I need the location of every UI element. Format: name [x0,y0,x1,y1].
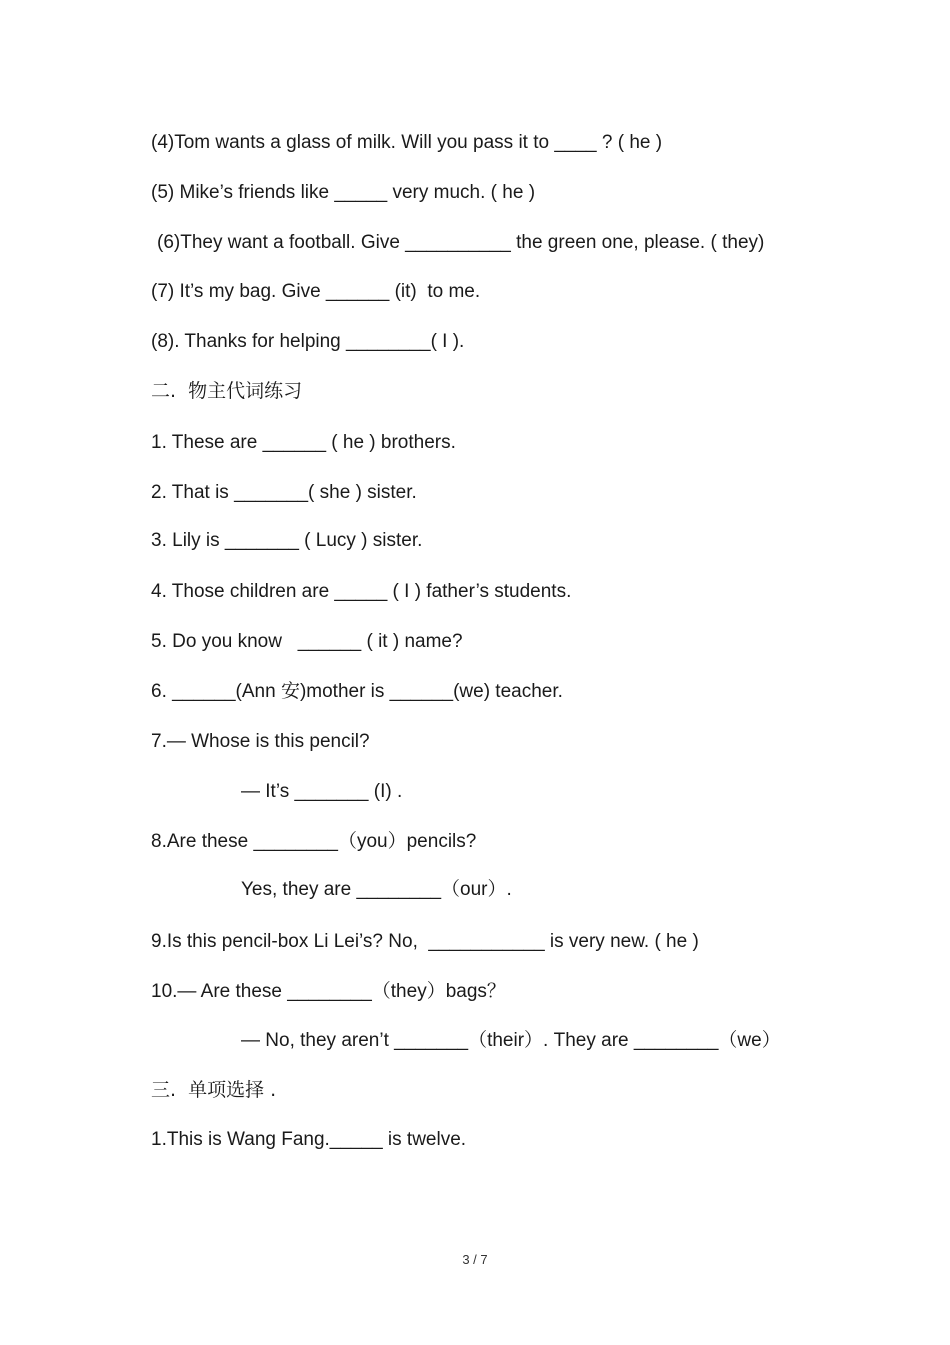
possessive-item-9: 9.Is this pencil-box Li Lei’s? No, ___________ is very new. ( he ) [151,931,699,952]
possessive-item-10-answer: — No, they aren’t _______（their）. They are ________（we） [241,1030,781,1051]
possessive-item-7: 7.— Whose is this pencil? [151,731,370,752]
possessive-item-5: 5. Do you know ______ ( it ) name? [151,631,463,652]
possessive-item-8-answer: Yes, they are ________（our）. [241,879,512,900]
section-heading-2: 二. 物主代词练习 [151,380,303,402]
exercise-line-7: (7) It’s my bag. Give ______ (it) to me. [151,281,481,302]
possessive-item-10: 10.— Are these ________（they）bags？ [151,981,506,1002]
possessive-item-7-answer: — It’s _______ (I) . [241,781,403,802]
exercise-line-8: (8). Thanks for helping ________( I ). [151,331,465,352]
exercise-line-5: (5) Mike’s friends like _____ very much. ( he ) [151,182,536,203]
possessive-item-6: 6. ______(Ann 安)mother is ______(we) teacher. [151,681,563,702]
page-number: 3 / 7 [462,1252,488,1267]
exercise-line-6: (6)They want a football. Give __________ the green one, please. ( they) [157,232,765,253]
section-heading-3: 三. 单项选择 . [151,1079,277,1101]
possessive-item-1: 1. These are ______ ( he ) brothers. [151,432,456,453]
possessive-item-2: 2. That is _______( she ) sister. [151,482,417,503]
possessive-item-4: 4. Those children are _____ ( I ) father’s students. [151,581,572,602]
exercise-line-4: (4)Tom wants a glass of milk. Will you pass it to ____ ? ( he ) [151,132,663,153]
possessive-item-8: 8.Are these ________（you）pencils? [151,831,477,852]
possessive-item-3: 3. Lily is _______ ( Lucy ) sister. [151,530,423,551]
choice-item-1: 1.This is Wang Fang._____ is twelve. [151,1129,467,1150]
